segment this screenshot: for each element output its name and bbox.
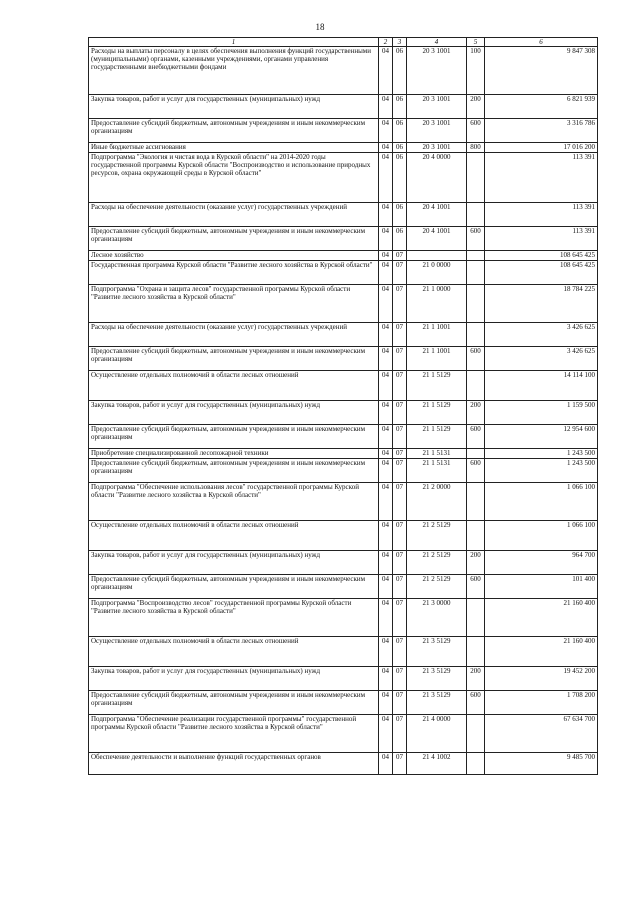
table-row (89, 599, 598, 637)
row-code-4: 21 3 5129 (407, 667, 467, 691)
row-amount: 108 645 425 (485, 261, 598, 285)
row-amount: 3 316 786 (485, 119, 598, 143)
table-row (89, 285, 598, 323)
table-row (89, 551, 598, 575)
row-name: Предоставление субсидий бюджетным, автономным учреждениям и иным некоммерческим организациям (89, 691, 379, 715)
row-name: Предоставление субсидий бюджетным, автономным учреждениям и иным некоммерческим организациям (89, 425, 379, 449)
row-name: Подпрограмма "Экология и чистая вода в Курской области" на 2014-2020 годы государственной программы Курской области "Воспроизводство и использование природных ресурсов, охрана окружающей среды в Курской области" (89, 153, 379, 203)
row-code-5: 600 (467, 347, 485, 371)
table-row (89, 261, 598, 285)
row-code-5: 600 (467, 119, 485, 143)
row-code-5 (467, 261, 485, 285)
row-amount: 9 485 700 (485, 753, 598, 775)
row-code-4: 20 3 1001 (407, 119, 467, 143)
row-code-2: 04 (379, 251, 393, 261)
row-code-5 (467, 449, 485, 459)
row-amount: 19 452 200 (485, 667, 598, 691)
table-row (89, 323, 598, 347)
row-code-3: 07 (393, 347, 407, 371)
table-row (89, 575, 598, 599)
row-amount: 67 634 700 (485, 715, 598, 753)
row-code-3: 06 (393, 119, 407, 143)
table-row (89, 449, 598, 459)
row-amount: 14 114 100 (485, 371, 598, 401)
row-amount: 1 066 100 (485, 521, 598, 551)
row-code-2: 04 (379, 261, 393, 285)
row-code-4: 21 4 0000 (407, 715, 467, 753)
row-amount: 1 243 500 (485, 449, 598, 459)
row-code-5 (467, 483, 485, 521)
row-amount: 108 645 425 (485, 251, 598, 261)
row-code-2: 04 (379, 753, 393, 775)
row-code-3: 07 (393, 667, 407, 691)
row-code-2: 04 (379, 119, 393, 143)
row-name: Закупка товаров, работ и услуг для государственных (муниципальных) нужд (89, 401, 379, 425)
row-code-3: 07 (393, 425, 407, 449)
row-amount: 113 391 (485, 203, 598, 227)
row-code-2: 04 (379, 227, 393, 251)
table-row (89, 251, 598, 261)
row-code-3: 07 (393, 323, 407, 347)
row-name: Иные бюджетные ассигнования (89, 143, 379, 153)
row-code-3: 07 (393, 575, 407, 599)
row-code-3: 07 (393, 691, 407, 715)
table-row (89, 95, 598, 119)
row-code-3: 07 (393, 401, 407, 425)
row-name: Предоставление субсидий бюджетным, автономным учреждениям и иным некоммерческим организациям (89, 459, 379, 483)
row-code-4: 21 2 5129 (407, 551, 467, 575)
row-code-4: 21 4 1002 (407, 753, 467, 775)
row-amount: 17 016 200 (485, 143, 598, 153)
page-number: 18 (315, 22, 325, 32)
row-code-2: 04 (379, 203, 393, 227)
row-name: Подпрограмма "Обеспечение реализации государственной программы" государственной программы Курской области "Развитие лесного хозяйства в Курской области" (89, 715, 379, 753)
row-code-2: 04 (379, 323, 393, 347)
table-row (89, 47, 598, 95)
row-amount: 113 391 (485, 227, 598, 251)
row-code-3: 07 (393, 459, 407, 483)
row-code-3: 07 (393, 251, 407, 261)
row-amount: 3 426 625 (485, 323, 598, 347)
row-code-4: 21 1 5129 (407, 401, 467, 425)
row-name: Подпрограмма "Обеспечение использования лесов" государственной программы Курской области "Развитие лесного хозяйства в Курской области" (89, 483, 379, 521)
row-amount: 21 160 400 (485, 637, 598, 667)
row-name: Обеспечение деятельности и выполнение функций государственных органов (89, 753, 379, 775)
row-code-4 (407, 251, 467, 261)
row-name: Расходы на выплаты персоналу в целях обеспечения выполнения функций государственными (муниципальными) органами, казенными учреждениями, органами управления государственными внебюджетными фондами (89, 47, 379, 95)
row-code-4: 20 3 1001 (407, 95, 467, 119)
row-amount: 6 821 939 (485, 95, 598, 119)
row-name: Закупка товаров, работ и услуг для государственных (муниципальных) нужд (89, 95, 379, 119)
row-code-5 (467, 203, 485, 227)
row-code-5 (467, 251, 485, 261)
table-row (89, 637, 598, 667)
header-cell-2: 2 (379, 38, 393, 47)
row-code-5: 600 (467, 691, 485, 715)
row-code-3: 07 (393, 753, 407, 775)
row-code-5: 100 (467, 47, 485, 95)
row-code-3: 07 (393, 599, 407, 637)
row-code-5 (467, 323, 485, 347)
row-code-3: 06 (393, 95, 407, 119)
row-code-3: 07 (393, 371, 407, 401)
table-row (89, 227, 598, 251)
row-code-2: 04 (379, 47, 393, 95)
row-code-3: 06 (393, 47, 407, 95)
row-code-4: 21 1 5129 (407, 425, 467, 449)
row-code-5: 200 (467, 667, 485, 691)
table-row (89, 425, 598, 449)
row-code-4: 21 1 5131 (407, 459, 467, 483)
row-amount: 1 159 500 (485, 401, 598, 425)
row-code-4: 21 2 0000 (407, 483, 467, 521)
row-name: Расходы на обеспечение деятельности (оказание услуг) государственных учреждений (89, 323, 379, 347)
row-code-3: 07 (393, 449, 407, 459)
row-code-3: 07 (393, 285, 407, 323)
row-code-5 (467, 715, 485, 753)
row-code-2: 04 (379, 371, 393, 401)
header-cell-6: 6 (485, 38, 598, 47)
table-row (89, 203, 598, 227)
row-code-5: 600 (467, 459, 485, 483)
row-name: Осуществление отдельных полномочий в области лесных отношений (89, 371, 379, 401)
row-code-2: 04 (379, 425, 393, 449)
row-code-2: 04 (379, 95, 393, 119)
row-code-3: 07 (393, 637, 407, 667)
header-cell-3: 3 (393, 38, 407, 47)
row-code-5: 200 (467, 401, 485, 425)
table-row (89, 691, 598, 715)
row-code-5 (467, 285, 485, 323)
row-amount: 1 243 500 (485, 459, 598, 483)
row-amount: 9 847 308 (485, 47, 598, 95)
row-code-4: 21 1 1001 (407, 323, 467, 347)
row-name: Подпрограмма "Воспроизводство лесов" государственной программы Курской области "Развитие лесного хозяйства в Курской области" (89, 599, 379, 637)
row-code-2: 04 (379, 143, 393, 153)
table-row (89, 483, 598, 521)
row-code-4: 20 4 0000 (407, 153, 467, 203)
row-code-4: 21 3 5129 (407, 637, 467, 667)
row-code-4: 21 3 5129 (407, 691, 467, 715)
row-code-5 (467, 153, 485, 203)
row-code-2: 04 (379, 347, 393, 371)
row-code-2: 04 (379, 449, 393, 459)
row-code-2: 04 (379, 285, 393, 323)
row-code-2: 04 (379, 715, 393, 753)
row-amount: 3 426 625 (485, 347, 598, 371)
row-code-3: 07 (393, 261, 407, 285)
row-code-3: 06 (393, 203, 407, 227)
row-amount: 1 066 100 (485, 483, 598, 521)
row-code-4: 21 1 1001 (407, 347, 467, 371)
row-code-5: 200 (467, 95, 485, 119)
table-row (89, 153, 598, 203)
row-name: Осуществление отдельных полномочий в области лесных отношений (89, 637, 379, 667)
row-name: Закупка товаров, работ и услуг для государственных (муниципальных) нужд (89, 667, 379, 691)
row-code-3: 07 (393, 483, 407, 521)
table-row (89, 521, 598, 551)
row-code-2: 04 (379, 667, 393, 691)
row-code-5 (467, 371, 485, 401)
row-code-4: 21 1 0000 (407, 285, 467, 323)
row-code-3: 06 (393, 227, 407, 251)
header-cell-1: 1 (89, 38, 379, 47)
row-amount: 1 708 200 (485, 691, 598, 715)
table-row (89, 459, 598, 483)
row-name: Предоставление субсидий бюджетным, автономным учреждениям и иным некоммерческим организациям (89, 119, 379, 143)
table-row (89, 715, 598, 753)
row-code-4: 20 4 1001 (407, 227, 467, 251)
table-row (89, 753, 598, 775)
row-code-5 (467, 521, 485, 551)
row-code-2: 04 (379, 153, 393, 203)
row-amount: 964 700 (485, 551, 598, 575)
row-code-4: 20 3 1001 (407, 47, 467, 95)
row-code-2: 04 (379, 599, 393, 637)
row-code-3: 07 (393, 521, 407, 551)
row-code-2: 04 (379, 637, 393, 667)
row-code-2: 04 (379, 483, 393, 521)
row-amount: 113 391 (485, 153, 598, 203)
table-row (89, 143, 598, 153)
row-code-5: 600 (467, 425, 485, 449)
row-amount: 101 400 (485, 575, 598, 599)
row-amount: 21 160 400 (485, 599, 598, 637)
row-name: Приобретение специализированной лесопожарной техники (89, 449, 379, 459)
row-code-4: 21 3 0000 (407, 599, 467, 637)
row-name: Предоставление субсидий бюджетным, автономным учреждениям и иным некоммерческим организациям (89, 227, 379, 251)
row-amount: 18 784 225 (485, 285, 598, 323)
row-code-2: 04 (379, 459, 393, 483)
row-code-4: 21 2 5129 (407, 521, 467, 551)
table-row (89, 667, 598, 691)
row-code-4: 21 2 5129 (407, 575, 467, 599)
row-code-3: 07 (393, 715, 407, 753)
row-code-2: 04 (379, 691, 393, 715)
row-code-4: 21 1 5129 (407, 371, 467, 401)
row-name: Предоставление субсидий бюджетным, автономным учреждениям и иным некоммерческим организациям (89, 347, 379, 371)
row-code-2: 04 (379, 401, 393, 425)
row-code-5: 600 (467, 227, 485, 251)
row-code-5 (467, 599, 485, 637)
header-row (89, 38, 598, 47)
row-code-4: 20 3 1001 (407, 143, 467, 153)
row-name: Осуществление отдельных полномочий в области лесных отношений (89, 521, 379, 551)
row-code-2: 04 (379, 521, 393, 551)
row-name: Лесное хозяйство (89, 251, 379, 261)
row-name: Предоставление субсидий бюджетным, автономным учреждениям и иным некоммерческим организациям (89, 575, 379, 599)
table-row (89, 347, 598, 371)
row-name: Расходы на обеспечение деятельности (оказание услуг) государственных учреждений (89, 203, 379, 227)
row-code-5: 600 (467, 575, 485, 599)
row-code-5: 200 (467, 551, 485, 575)
row-code-5 (467, 753, 485, 775)
table-row (89, 119, 598, 143)
row-code-4: 20 4 1001 (407, 203, 467, 227)
row-code-4: 21 1 5131 (407, 449, 467, 459)
row-name: Подпрограмма "Охрана и защита лесов" государственной программы Курской области "Развитие лесного хозяйства в Курской области" (89, 285, 379, 323)
row-name: Закупка товаров, работ и услуг для государственных (муниципальных) нужд (89, 551, 379, 575)
row-code-3: 06 (393, 143, 407, 153)
header-cell-5: 5 (467, 38, 485, 47)
row-code-2: 04 (379, 551, 393, 575)
row-code-3: 06 (393, 153, 407, 203)
row-code-3: 07 (393, 551, 407, 575)
table-row (89, 371, 598, 401)
row-code-5: 800 (467, 143, 485, 153)
row-code-5 (467, 637, 485, 667)
table-row (89, 401, 598, 425)
row-code-2: 04 (379, 575, 393, 599)
row-name: Государственная программа Курской области "Развитие лесного хозяйства в Курской области" (89, 261, 379, 285)
budget-table (88, 37, 598, 775)
row-amount: 12 954 600 (485, 425, 598, 449)
header-cell-4: 4 (407, 38, 467, 47)
row-code-4: 21 0 0000 (407, 261, 467, 285)
